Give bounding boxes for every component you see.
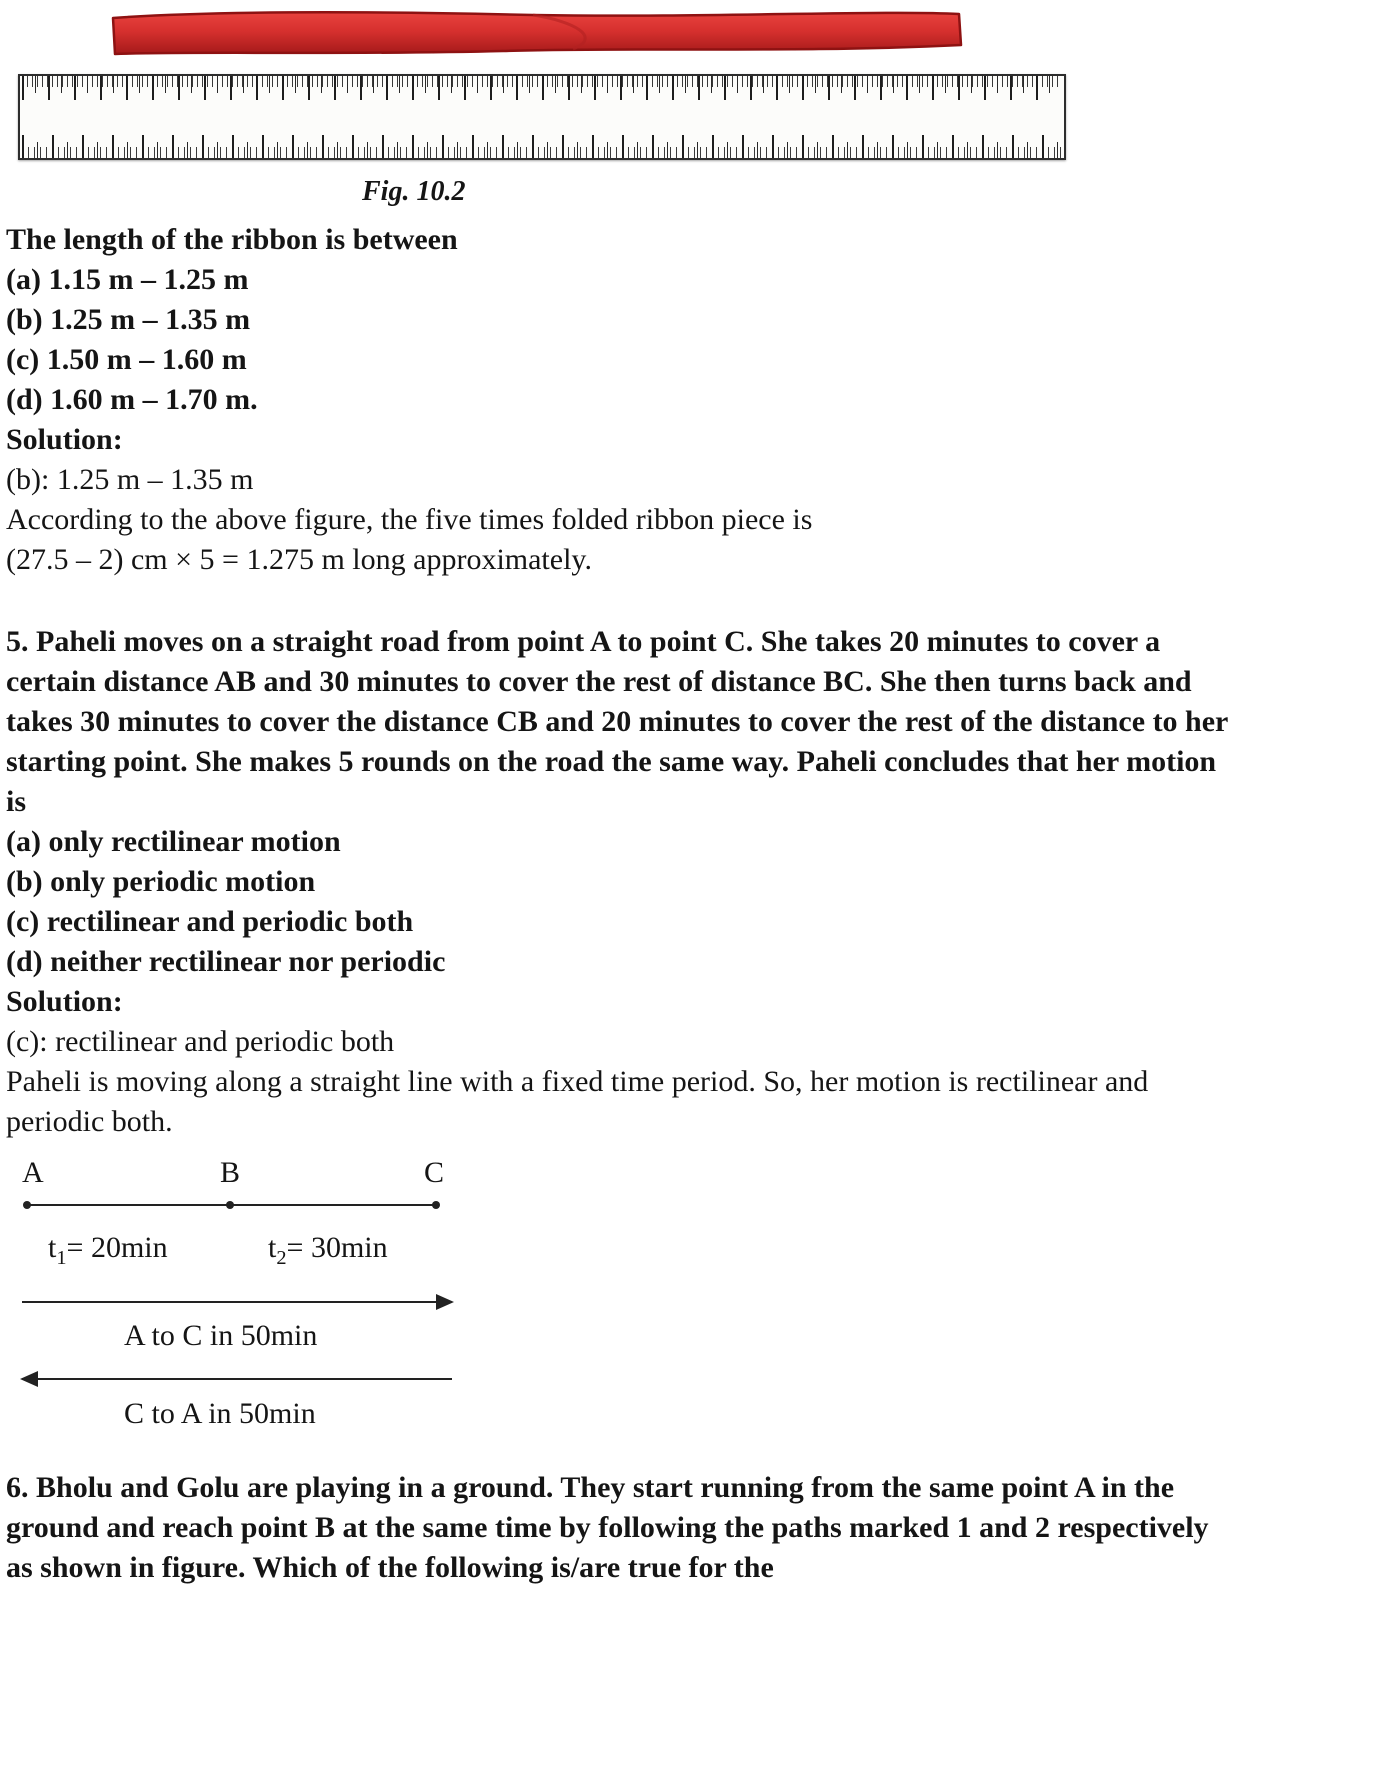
point-c-dot bbox=[432, 1201, 440, 1209]
point-b-dot bbox=[226, 1201, 234, 1209]
ruler-image bbox=[18, 74, 1066, 160]
time-label-t1 bbox=[48, 1230, 168, 1276]
question-4-option-a: (a) 1.15 m – 1.25 m bbox=[6, 263, 249, 296]
ribbon-graphic bbox=[103, 7, 971, 61]
question-4-option-c: (c) 1.50 m – 1.60 m bbox=[6, 343, 247, 376]
question-5-option-b: (b) only periodic motion bbox=[6, 865, 316, 898]
t2-value: = 30min bbox=[286, 1231, 388, 1264]
t1-value: = 20min bbox=[66, 1231, 168, 1264]
question-5-explanation: Paheli is moving along a straight line with a fixed time period. So, her motion is rectilinear and periodic both. bbox=[6, 1065, 1149, 1138]
arrowhead-left-icon bbox=[20, 1371, 38, 1387]
arrow-a-to-c bbox=[22, 1301, 452, 1303]
question-4-block bbox=[6, 220, 1390, 580]
question-5-stem: 5. Paheli moves on a straight road from point A to point C. She takes 20 minutes to cover a certain distance AB and 30 minutes to cover the rest of distance BC. She then turns back and takes 30 minutes to cover the distance CB and 20 minutes to cover the rest of the distance to her starting point. She makes 5 rounds on the road the same way. Paheli concludes that her motion is bbox=[6, 625, 1228, 818]
question-4-option-d: (d) 1.60 m – 1.70 m. bbox=[6, 383, 258, 416]
question-5-solution-label: Solution: bbox=[6, 985, 123, 1018]
question-6-block bbox=[6, 1468, 1390, 1588]
backward-trip-label: C to A in 50min bbox=[124, 1397, 316, 1430]
question-5-option-c: (c) rectilinear and periodic both bbox=[6, 905, 414, 938]
question-4-explanation-line-1: According to the above figure, the five times folded ribbon piece is bbox=[6, 503, 813, 536]
segment-line bbox=[26, 1204, 438, 1206]
t1-subscript: 1 bbox=[56, 1247, 67, 1269]
question-5-option-a: (a) only rectilinear motion bbox=[6, 825, 341, 858]
ribbon-image bbox=[103, 7, 971, 61]
arrowhead-right-icon bbox=[436, 1294, 454, 1310]
question-4-answer: (b): 1.25 m – 1.35 m bbox=[6, 463, 254, 496]
question-4-explanation-line-2: (27.5 – 2) cm × 5 = 1.275 m long approximately. bbox=[6, 543, 592, 576]
figure-caption: Fig. 10.2 bbox=[362, 176, 466, 207]
t2-subscript: 2 bbox=[276, 1247, 287, 1269]
point-label-a: A bbox=[22, 1156, 44, 1189]
ruler-top-major-ticks bbox=[22, 76, 1062, 100]
question-4-option-b: (b) 1.25 m – 1.35 m bbox=[6, 303, 251, 336]
question-5-answer: (c): rectilinear and periodic both bbox=[6, 1025, 395, 1058]
motion-diagram bbox=[6, 1156, 526, 1448]
point-label-b: B bbox=[220, 1156, 241, 1189]
question-4-stem: The length of the ribbon is between bbox=[6, 223, 458, 256]
question-6-stem: 6. Bholu and Golu are playing in a ground. They start running from the same point A in the ground and reach point B at the same time by following the paths marked 1 and 2 respectively as shown in figure. Which of the following is/are true for the bbox=[6, 1471, 1209, 1584]
ruler-bottom-major-ticks bbox=[22, 135, 1062, 158]
question-4-solution-label: Solution: bbox=[6, 423, 123, 456]
t1-base: t bbox=[48, 1231, 57, 1264]
time-label-t2 bbox=[268, 1230, 388, 1276]
arrow-c-to-a bbox=[22, 1378, 452, 1380]
question-5-block bbox=[6, 622, 1390, 1142]
t2-base: t bbox=[268, 1231, 277, 1264]
forward-trip-label: A to C in 50min bbox=[124, 1319, 318, 1352]
point-label-c: C bbox=[424, 1156, 445, 1189]
point-a-dot bbox=[23, 1201, 31, 1209]
question-5-option-d: (d) neither rectilinear nor periodic bbox=[6, 945, 446, 978]
